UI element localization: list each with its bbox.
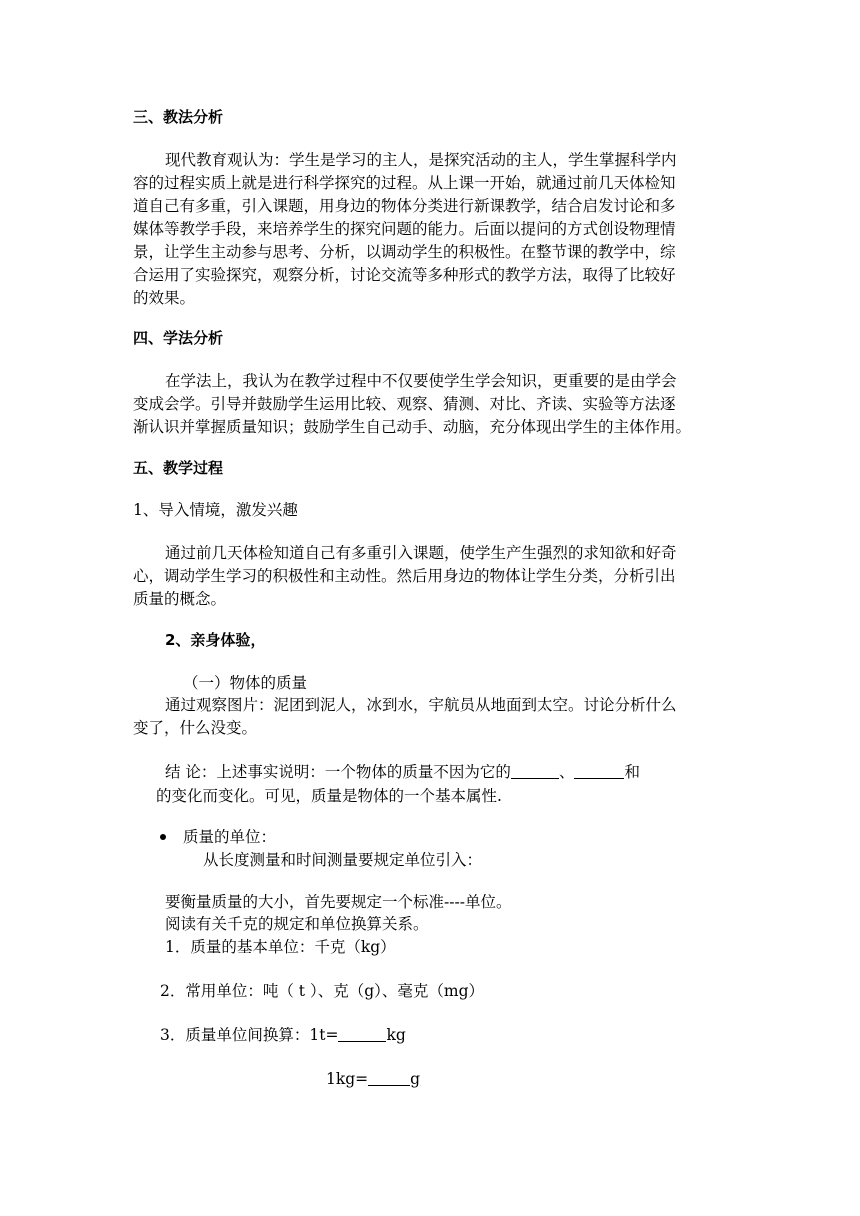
step-title: 2、亲身体验， (165, 631, 266, 649)
fill-blank (368, 1068, 410, 1086)
fill-blank (574, 761, 624, 779)
paragraph-line: 要衡量质量的大小，首先要规定一个标准----单位。 (165, 893, 512, 911)
section-heading-learning-method: 四、学法分析 (133, 329, 224, 347)
conversion-unit: g (410, 1070, 421, 1088)
conversion-text: 1kg= (326, 1070, 369, 1088)
paragraph-line: 质量的概念。 (133, 590, 227, 608)
paragraph-line: 道自己有多重，引入课题，用身边的物体分类进行新课教学，结合启发讨论和多 (133, 197, 676, 215)
paragraph-line: 渐认识并掌握质量知识；鼓励学生自己动手、动脑，充分体现出学生的主体作用。 (133, 418, 692, 436)
unit-intro: 从长度测量和时间测量要规定单位引入： (203, 851, 483, 869)
fill-blank (338, 1024, 386, 1042)
conclusion-text: 结 论：上述事实说明：一个物体的质量不因为它的 (165, 763, 511, 781)
paragraph-line: 通过观察图片：泥团到泥人，冰到水，宇航员从地面到太空。讨论分析什么 (165, 696, 677, 714)
subsection-title: （一）物体的质量 (183, 674, 308, 692)
paragraph-line: 通过前几天体检知道自己有多重引入课题，使学生产生强烈的求知欲和好奇 (165, 544, 677, 562)
conversion-unit: kg (386, 1026, 406, 1044)
bullet-icon (160, 834, 166, 840)
list-item: 2．常用单位：吨（ t ）、克（g）、毫克（mg） (160, 982, 484, 1000)
conversion-line (326, 1068, 420, 1091)
separator: 、 (558, 763, 575, 781)
paragraph-line: 景，让学生主动参与思考、分析，以调动学生的积极性。在整节课的教学中，综 (133, 243, 676, 261)
paragraph-line: 现代教育观认为：学生是学习的主人，是探究活动的主人，学生掌握科学内 (165, 151, 677, 169)
section-heading-teaching-process: 五、教学过程 (133, 459, 224, 477)
paragraph-line: 在学法上，我认为在教学过程中不仅要使学生学会知识，更重要的是由学会 (165, 372, 677, 390)
paragraph-line: 媒体等教学手段，来培养学生的探究问题的能力。后面以提问的方式创设物理情 (133, 220, 676, 238)
paragraph-line: 变了，什么没变。 (133, 719, 258, 737)
section-heading-teaching-method: 三、教法分析 (133, 108, 224, 126)
list-item: 1．质量的基本单位：千克（kg） (165, 938, 396, 956)
conversion-text: 3．质量单位间换算：1t= (160, 1026, 339, 1044)
unit-title: 质量的单位： (183, 828, 277, 846)
conclusion-text: 和 (624, 763, 640, 781)
paragraph-line: 合运用了实验探究，观察分析，讨论交流等多种形式的教学方法，取得了比较好 (133, 266, 676, 284)
paragraph-line: 变成会学。引导并鼓励学生运用比较、观察、猜测、对比、齐读、实验等方法逐 (133, 395, 676, 413)
paragraph-line: 容的过程实质上就是进行科学探究的过程。从上课一开始，就通过前几天体检知 (133, 174, 676, 192)
paragraph-line: 阅读有关千克的规定和单位换算关系。 (165, 915, 429, 933)
fill-blank (511, 761, 559, 779)
list-item (160, 1024, 406, 1047)
step-title: 1、导入情境，激发兴趣 (133, 501, 298, 519)
conclusion-line (165, 761, 640, 784)
conclusion-line-2: 的变化而变化。可见，质量是物体的一个基本属性. (156, 787, 502, 805)
paragraph-line: 的效果。 (133, 289, 196, 307)
paragraph-line: 心，调动学生学习的积极性和主动性。然后用身边的物体让学生分类，分析引出 (133, 567, 676, 585)
